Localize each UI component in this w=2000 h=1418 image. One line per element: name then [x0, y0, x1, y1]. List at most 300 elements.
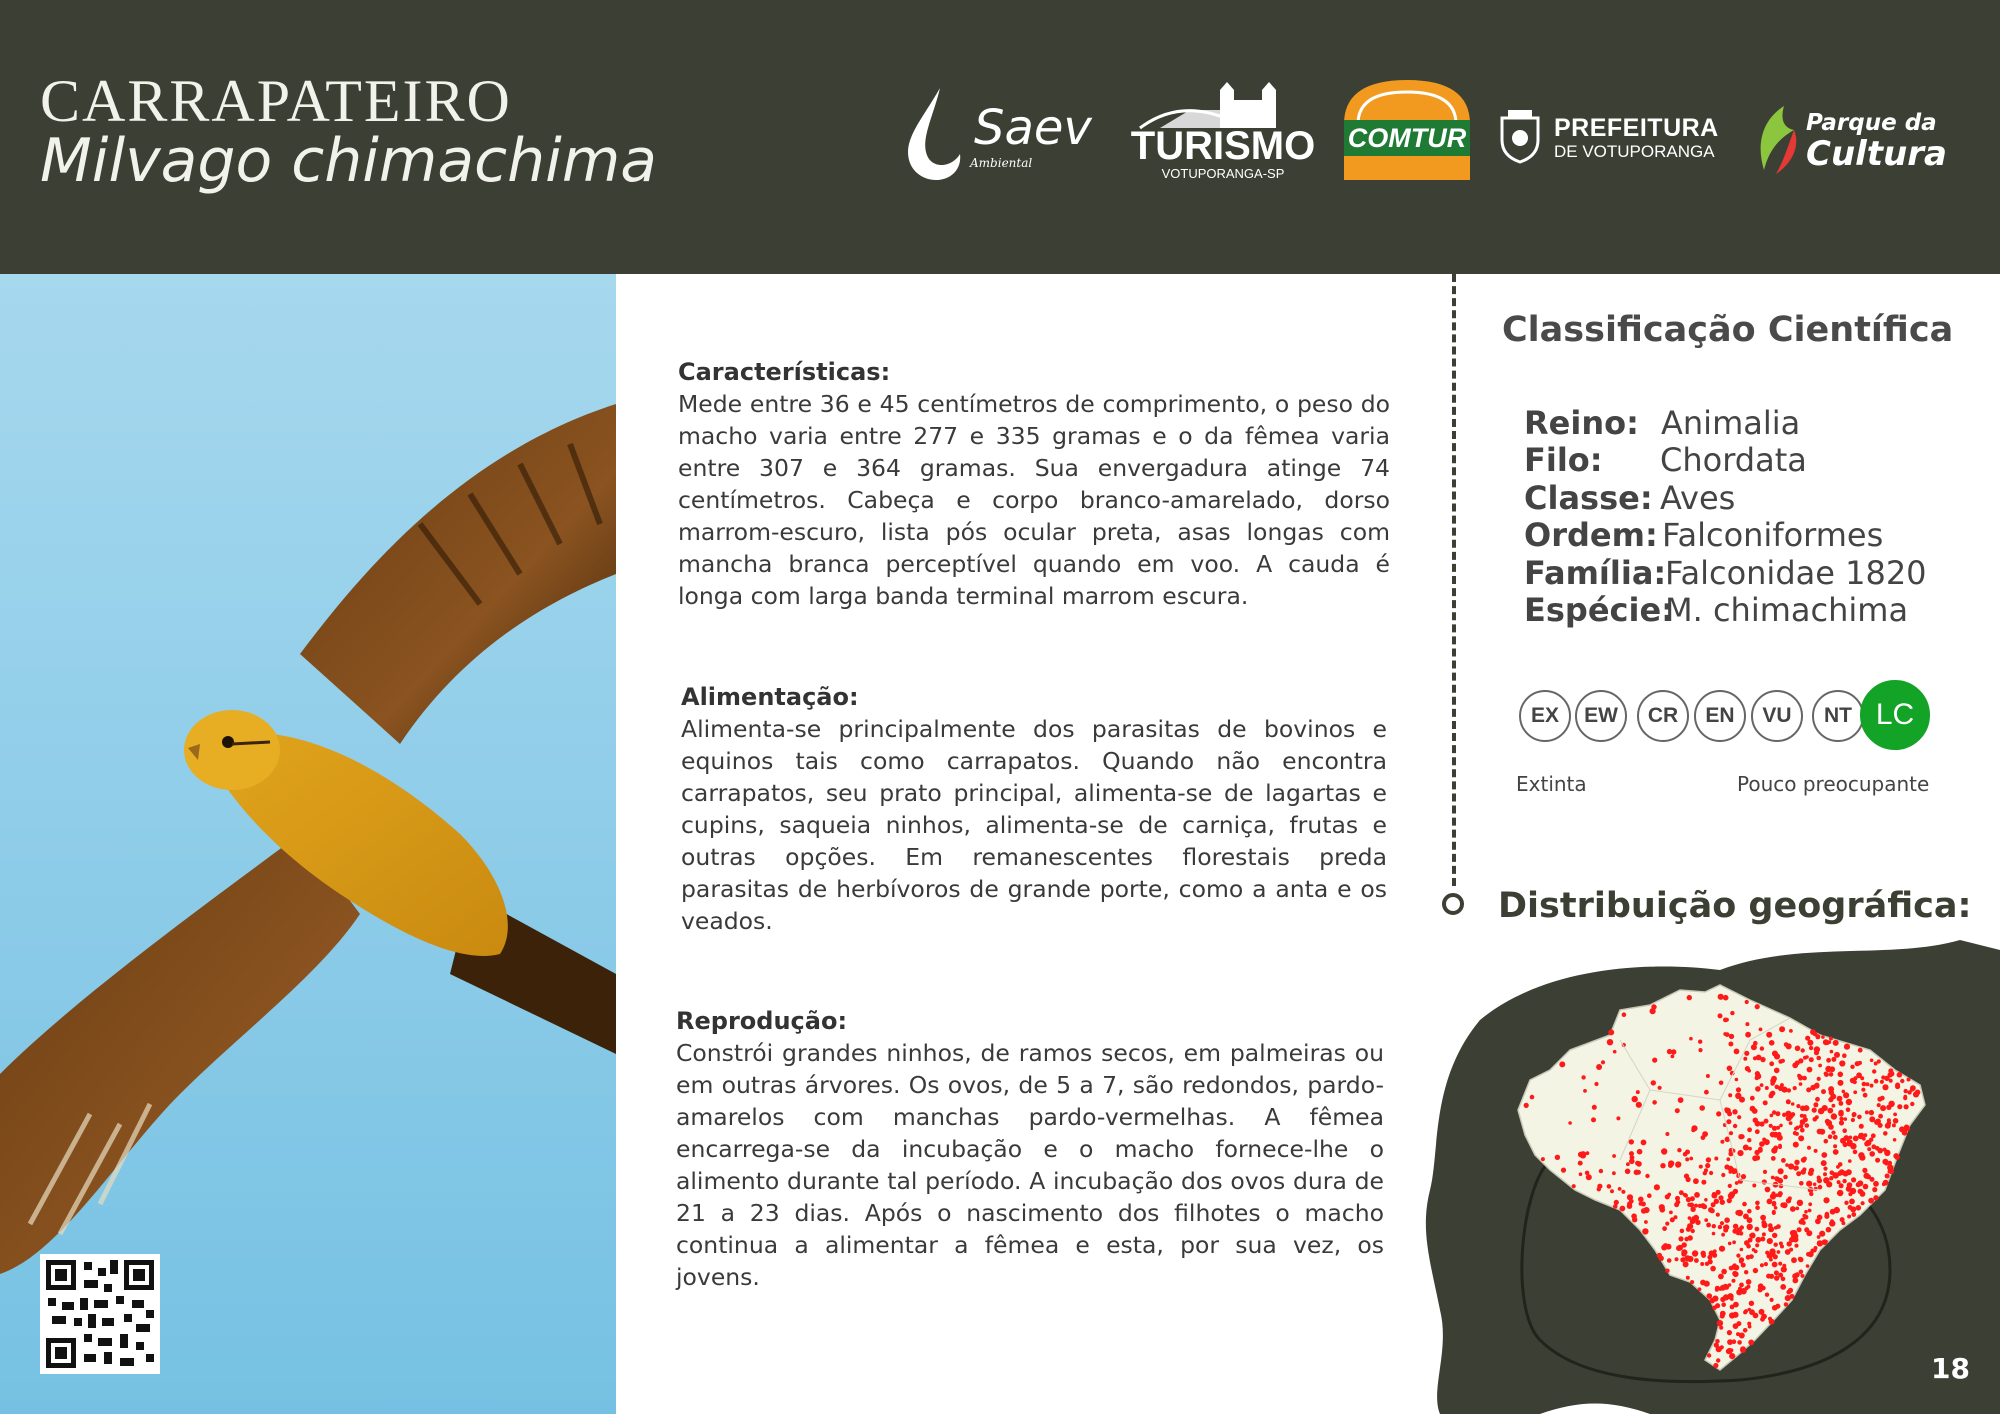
- occurrence-dot: [1658, 1086, 1662, 1090]
- page-number: 18: [1931, 1352, 1970, 1385]
- occurrence-dot: [1596, 1064, 1602, 1070]
- occurrence-dot: [1844, 1117, 1848, 1121]
- occurrence-dot: [1748, 1325, 1752, 1329]
- occurrence-dot: [1799, 1124, 1803, 1128]
- occurrence-dot: [1888, 1068, 1893, 1073]
- occurrence-dot: [1636, 1102, 1642, 1108]
- occurrence-dot: [1661, 1148, 1667, 1154]
- occurrence-dot: [1763, 1170, 1767, 1174]
- occurrence-dot: [1817, 1240, 1823, 1246]
- water-drop-icon: [904, 86, 964, 182]
- occurrence-dot: [1838, 1072, 1844, 1078]
- occurrence-dot: [1839, 1120, 1844, 1125]
- occurrence-dot: [1850, 1065, 1854, 1069]
- occurrence-dot: [1878, 1114, 1883, 1119]
- occurrence-dot: [1813, 1102, 1818, 1107]
- occurrence-dot: [1725, 1018, 1729, 1022]
- occurrence-dot: [1621, 1190, 1625, 1194]
- occurrence-dot: [1721, 1269, 1727, 1275]
- occurrence-dot: [1743, 1057, 1747, 1061]
- occurrence-dot: [1808, 1202, 1812, 1206]
- reproduction-section: [676, 1005, 1384, 1293]
- occurrence-dot: [1873, 1195, 1878, 1200]
- occurrence-dot: [1791, 1257, 1797, 1263]
- leaf-icon: [1754, 104, 1806, 176]
- occurrence-dot: [1629, 1139, 1634, 1144]
- status-label-left: Extinta: [1516, 772, 1587, 796]
- classification-key: Espécie:: [1524, 591, 1674, 629]
- occurrence-dot: [1887, 1121, 1892, 1126]
- occurrence-dot: [1769, 1040, 1775, 1046]
- occurrence-dot: [1671, 1049, 1676, 1054]
- occurrence-dot: [1842, 1179, 1846, 1183]
- occurrence-dot: [1773, 1146, 1778, 1151]
- occurrence-dot: [1805, 1123, 1810, 1128]
- occurrence-dot: [1897, 1104, 1902, 1109]
- occurrence-dot: [1765, 1086, 1769, 1090]
- occurrence-dot: [1691, 1125, 1697, 1131]
- occurrence-dot: [1736, 1087, 1741, 1092]
- occurrence-dot: [1599, 1169, 1603, 1173]
- occurrence-dot: [1772, 1201, 1776, 1205]
- occurrence-dot: [1795, 1060, 1800, 1065]
- occurrence-dot: [1821, 1035, 1825, 1039]
- classification-key: Filo:: [1524, 441, 1603, 479]
- occurrence-dot: [1690, 1280, 1694, 1284]
- occurrence-dot: [1818, 1064, 1822, 1068]
- occurrence-dot: [1732, 1279, 1736, 1283]
- occurrence-dot: [1677, 1245, 1683, 1251]
- occurrence-dot: [1750, 1106, 1756, 1112]
- occurrence-dot: [1821, 1089, 1826, 1094]
- reproduction-heading: Reprodução:: [676, 1007, 848, 1035]
- occurrence-dot: [1668, 1160, 1674, 1166]
- dashed-divider: [1452, 274, 1456, 886]
- occurrence-dot: [1777, 1250, 1781, 1254]
- occurrence-dot: [1686, 1177, 1691, 1182]
- occurrence-dot: [1849, 1199, 1855, 1205]
- occurrence-dot: [1860, 1076, 1864, 1080]
- occurrence-dot: [1693, 1215, 1699, 1221]
- occurrence-dot: [1793, 1166, 1798, 1171]
- occurrence-dot: [1716, 1190, 1721, 1195]
- prefeitura-logo-sub: DE VOTUPORANGA: [1554, 142, 1715, 161]
- brazil-map-illustration: [1420, 930, 2000, 1414]
- occurrence-dot: [1779, 1124, 1783, 1128]
- occurrence-dot: [1893, 1118, 1899, 1124]
- occurrence-dot: [1687, 1203, 1691, 1207]
- occurrence-dot: [1809, 1057, 1814, 1062]
- occurrence-dot: [1629, 1199, 1634, 1204]
- occurrence-dot: [1874, 1079, 1879, 1084]
- occurrence-dot: [1699, 1165, 1703, 1169]
- occurrence-dot: [1703, 1171, 1707, 1175]
- occurrence-dot: [1824, 1214, 1829, 1219]
- occurrence-dot: [1823, 1197, 1829, 1203]
- occurrence-dot: [1678, 1236, 1683, 1241]
- occurrence-dot: [1828, 1134, 1833, 1139]
- occurrence-dot: [1710, 1208, 1715, 1213]
- occurrence-dot: [1718, 1013, 1723, 1018]
- occurrence-dot: [1728, 1184, 1732, 1188]
- occurrence-dot: [1786, 1115, 1792, 1121]
- occurrence-dot: [1830, 1050, 1834, 1054]
- occurrence-dot: [1750, 1096, 1755, 1101]
- occurrence-dot: [1895, 1084, 1900, 1089]
- occurrence-dot: [1671, 1055, 1675, 1059]
- occurrence-dot: [1743, 1145, 1749, 1151]
- occurrence-dot: [1858, 1048, 1863, 1053]
- occurrence-dot: [1594, 1082, 1598, 1086]
- occurrence-dot: [1833, 1144, 1837, 1148]
- occurrence-dot: [1711, 1202, 1716, 1207]
- occurrence-dot: [1788, 1288, 1793, 1293]
- occurrence-dot: [1797, 1200, 1803, 1206]
- occurrence-dot: [1645, 1174, 1649, 1178]
- occurrence-dot: [1913, 1091, 1919, 1097]
- classification-row-filo: [1524, 441, 1807, 479]
- occurrence-dot: [1769, 1061, 1774, 1066]
- occurrence-dot: [1760, 1046, 1764, 1050]
- occurrence-dot: [1716, 1111, 1721, 1116]
- occurrence-dot: [1586, 1174, 1592, 1180]
- occurrence-dot: [1688, 1235, 1693, 1240]
- occurrence-dot: [1783, 1175, 1788, 1180]
- occurrence-dot: [1755, 1155, 1760, 1160]
- occurrence-dot: [1800, 1119, 1806, 1125]
- occurrence-dot: [1730, 1305, 1735, 1310]
- occurrence-dot: [1740, 1347, 1746, 1353]
- occurrence-dot: [1823, 1172, 1827, 1176]
- occurrence-dot: [1813, 1032, 1818, 1037]
- occurrence-dot: [1772, 1305, 1778, 1311]
- occurrence-dot: [1746, 1255, 1751, 1260]
- occurrence-dot: [1834, 1052, 1840, 1058]
- characteristics-heading: Características:: [678, 358, 891, 386]
- occurrence-dot: [1755, 1071, 1760, 1076]
- occurrence-dot: [1775, 1111, 1780, 1116]
- occurrence-dot: [1771, 1191, 1775, 1195]
- occurrence-dot: [1844, 1201, 1848, 1205]
- qr-code[interactable]: [40, 1254, 160, 1374]
- occurrence-dot: [1851, 1118, 1855, 1122]
- occurrence-dot: [1729, 1194, 1734, 1199]
- occurrence-dot: [1859, 1189, 1863, 1193]
- occurrence-dot: [1620, 1206, 1626, 1212]
- occurrence-dot: [1821, 1160, 1827, 1166]
- occurrence-dot: [1755, 1205, 1760, 1210]
- occurrence-dot: [1837, 1171, 1842, 1176]
- occurrence-dot: [1755, 1243, 1759, 1247]
- occurrence-dot: [1724, 1217, 1730, 1223]
- occurrence-dot: [1825, 1041, 1829, 1045]
- occurrence-dot: [1780, 1083, 1784, 1087]
- turismo-logo: [1130, 80, 1316, 180]
- occurrence-dot: [1838, 1110, 1843, 1115]
- occurrence-dot: [1765, 1251, 1769, 1255]
- occurrence-dot: [1732, 1109, 1737, 1114]
- occurrence-dot: [1742, 1202, 1747, 1207]
- occurrence-dot: [1832, 1104, 1836, 1108]
- occurrence-dot: [1698, 1040, 1702, 1044]
- occurrence-dot: [1712, 1232, 1716, 1236]
- occurrence-dot: [1660, 1163, 1665, 1168]
- occurrence-dot: [1779, 1026, 1785, 1032]
- occurrence-dot: [1814, 1046, 1820, 1052]
- occurrence-dot: [1850, 1143, 1856, 1149]
- occurrence-dot: [1771, 1156, 1776, 1161]
- occurrence-dot: [1799, 1181, 1804, 1186]
- occurrence-dot: [1791, 1112, 1796, 1117]
- occurrence-dot: [1837, 1180, 1841, 1184]
- status-en: EN: [1694, 690, 1746, 742]
- status-ew: EW: [1575, 690, 1627, 742]
- occurrence-dot: [1837, 1191, 1841, 1195]
- occurrence-dot: [1675, 1161, 1681, 1167]
- occurrence-dot: [1807, 1040, 1813, 1046]
- occurrence-dot: [1801, 1048, 1805, 1052]
- occurrence-dot: [1795, 1046, 1801, 1052]
- occurrence-dot: [1762, 1232, 1766, 1236]
- occurrence-dot: [1709, 1250, 1715, 1256]
- occurrence-dot: [1747, 1224, 1753, 1230]
- occurrence-dot: [1868, 1198, 1874, 1204]
- occurrence-dot: [1789, 1029, 1793, 1033]
- occurrence-dot: [1745, 1022, 1749, 1026]
- occurrence-dot: [1829, 1037, 1833, 1041]
- occurrence-dot: [1622, 1012, 1627, 1017]
- characteristics-text: Mede entre 36 e 45 centímetros de comprimento, o peso do macho varia entre 277 e 335 gramas e o da fêmea varia entre 307 e 364 gramas. Sua envergadura atinge 74 centímetros. Cabeça e corpo branco-amarelado, dorso marrom-escuro, lista pós ocular preta, asas longas com mancha branca perceptível quando em voo. A cauda é longa com larga banda terminal marrom escura.: [678, 390, 1390, 610]
- occurrence-dot: [1738, 1179, 1743, 1184]
- occurrence-dot: [1833, 1149, 1839, 1155]
- occurrence-dot: [1755, 1201, 1760, 1206]
- diet-section: [681, 681, 1387, 937]
- occurrence-dot: [1748, 1238, 1753, 1243]
- classification-title: Classificação Científica: [1502, 310, 1954, 350]
- occurrence-dot: [1765, 1187, 1771, 1193]
- occurrence-dot: [1581, 1075, 1585, 1079]
- occurrence-dot: [1583, 1089, 1587, 1093]
- occurrence-dot: [1743, 1328, 1748, 1333]
- occurrence-dot: [1718, 1274, 1724, 1280]
- occurrence-dot: [1702, 1131, 1708, 1137]
- occurrence-dot: [1629, 1159, 1635, 1165]
- saev-logo-sub: Ambiental: [970, 156, 1033, 170]
- occurrence-dot: [1724, 1284, 1730, 1290]
- scientific-name-title: Milvago chimachima: [40, 126, 658, 196]
- occurrence-dot: [1748, 1147, 1752, 1151]
- occurrence-dot: [1804, 1227, 1809, 1232]
- occurrence-dot: [1836, 1165, 1840, 1169]
- occurrence-dot: [1667, 1193, 1671, 1197]
- occurrence-dot: [1764, 1119, 1769, 1124]
- occurrence-dot: [1874, 1062, 1878, 1066]
- occurrence-dot: [1700, 1262, 1704, 1266]
- occurrence-dot: [1591, 1117, 1596, 1122]
- occurrence-dot: [1897, 1072, 1903, 1078]
- occurrence-dot: [1699, 1105, 1705, 1111]
- occurrence-dot: [1787, 1241, 1792, 1246]
- occurrence-dot: [1692, 1250, 1698, 1256]
- parque-da-cultura-logo: [1754, 100, 1954, 180]
- occurrence-dot: [1797, 1227, 1802, 1232]
- occurrence-dot: [1867, 1147, 1871, 1151]
- occurrence-dot: [1818, 1185, 1823, 1190]
- occurrence-dot: [1714, 1157, 1718, 1161]
- occurrence-dot: [1852, 1112, 1857, 1117]
- occurrence-dot: [1875, 1158, 1880, 1163]
- classification-value: Chordata: [1660, 441, 1807, 479]
- occurrence-dot: [1869, 1116, 1875, 1122]
- occurrence-dot: [1530, 1095, 1535, 1100]
- occurrence-dot: [1753, 1268, 1758, 1273]
- occurrence-dot: [1730, 1354, 1734, 1358]
- occurrence-dot: [1676, 1200, 1681, 1205]
- saev-logo: [904, 86, 1104, 182]
- occurrence-dot: [1828, 1086, 1834, 1092]
- occurrence-dot: [1758, 1148, 1763, 1153]
- occurrence-dot: [1863, 1093, 1868, 1098]
- occurrence-dot: [1857, 1115, 1862, 1120]
- occurrence-dot: [1721, 1173, 1725, 1177]
- occurrence-dot: [1863, 1173, 1869, 1179]
- occurrence-dot: [1712, 1192, 1716, 1196]
- occurrence-dot: [1760, 1263, 1764, 1267]
- occurrence-dot: [1794, 1160, 1799, 1165]
- occurrence-dot: [1864, 1141, 1869, 1146]
- occurrence-dot: [1848, 1159, 1852, 1163]
- occurrence-dot: [1712, 1224, 1716, 1228]
- occurrence-dot: [1733, 1124, 1737, 1128]
- distribution-map: [1420, 930, 2000, 1414]
- occurrence-dot: [1651, 1080, 1656, 1085]
- occurrence-dot: [1687, 1223, 1693, 1229]
- occurrence-dot: [1636, 1161, 1642, 1167]
- occurrence-dot: [1629, 1151, 1634, 1156]
- occurrence-dot: [1689, 1157, 1693, 1161]
- occurrence-dot: [1683, 1193, 1687, 1197]
- occurrence-dot: [1830, 1209, 1836, 1215]
- occurrence-dot: [1689, 1037, 1693, 1041]
- occurrence-dot: [1738, 1287, 1742, 1291]
- occurrence-dot: [1749, 1301, 1754, 1306]
- occurrence-dot: [1808, 1209, 1812, 1213]
- occurrence-dot: [1780, 1202, 1785, 1207]
- occurrence-dot: [1814, 1246, 1818, 1250]
- occurrence-dot: [1880, 1080, 1884, 1084]
- occurrence-dot: [1877, 1097, 1882, 1102]
- occurrence-dot: [1800, 1106, 1806, 1112]
- occurrence-dot: [1797, 1074, 1801, 1078]
- occurrence-dot: [1778, 1168, 1784, 1174]
- classification-value: M. chimachima: [1665, 591, 1909, 629]
- occurrence-dot: [1766, 1274, 1771, 1279]
- occurrence-dot: [1865, 1110, 1869, 1114]
- occurrence-dot: [1781, 1277, 1786, 1282]
- occurrence-dot: [1715, 1339, 1719, 1343]
- occurrence-dot: [1793, 1279, 1797, 1283]
- occurrence-dot: [1625, 1169, 1631, 1175]
- occurrence-dot: [1827, 1108, 1833, 1114]
- occurrence-dot: [1727, 1330, 1732, 1335]
- occurrence-dot: [1798, 1257, 1803, 1262]
- occurrence-dot: [1713, 1363, 1718, 1368]
- status-vu: VU: [1751, 690, 1803, 742]
- classification-value: Aves: [1660, 479, 1736, 517]
- occurrence-dot: [1739, 1283, 1744, 1288]
- occurrence-dot: [1771, 1252, 1776, 1257]
- occurrence-dot: [1781, 1266, 1787, 1272]
- occurrence-dot: [1770, 1298, 1774, 1302]
- occurrence-dot: [1627, 1203, 1633, 1209]
- occurrence-dot: [1903, 1096, 1907, 1100]
- qr-code-icon: [40, 1254, 160, 1374]
- occurrence-dot: [1775, 1085, 1780, 1090]
- occurrence-dot: [1669, 1211, 1673, 1215]
- occurrence-dot: [1723, 995, 1729, 1001]
- occurrence-dot: [1802, 1214, 1806, 1218]
- occurrence-dot: [1785, 1295, 1791, 1301]
- occurrence-dot: [1760, 1083, 1764, 1087]
- occurrence-dot: [1885, 1174, 1890, 1179]
- occurrence-dot: [1755, 1004, 1760, 1009]
- occurrence-dot: [1905, 1126, 1910, 1131]
- occurrence-dot: [1873, 1181, 1879, 1187]
- occurrence-dot: [1659, 1204, 1665, 1210]
- occurrence-dot: [1730, 1011, 1734, 1015]
- occurrence-dot: [1769, 1093, 1774, 1098]
- occurrence-dot: [1613, 1050, 1617, 1054]
- status-lc-active: LC: [1860, 680, 1930, 750]
- occurrence-dot: [1855, 1061, 1860, 1066]
- occurrence-dot: [1799, 1270, 1804, 1275]
- occurrence-dot: [1900, 1079, 1904, 1083]
- occurrence-dot: [1771, 1176, 1775, 1180]
- occurrence-dot: [1862, 1082, 1867, 1087]
- occurrence-dot: [1752, 1248, 1756, 1252]
- occurrence-dot: [1826, 1058, 1831, 1063]
- occurrence-dot: [1782, 1113, 1786, 1117]
- occurrence-dot: [1815, 1097, 1820, 1102]
- occurrence-dot: [1729, 1266, 1734, 1271]
- occurrence-dot: [1812, 1108, 1817, 1113]
- occurrence-dot: [1774, 1275, 1779, 1280]
- occurrence-dot: [1862, 1168, 1867, 1173]
- occurrence-dot: [1737, 1150, 1743, 1156]
- occurrence-dot: [1733, 1323, 1739, 1329]
- occurrence-dot: [1776, 1126, 1780, 1130]
- diet-heading: Alimentação:: [681, 683, 859, 711]
- occurrence-dot: [1748, 1340, 1754, 1346]
- parque-logo-line1: Parque da: [1806, 110, 1937, 136]
- occurrence-dot: [1712, 1296, 1718, 1302]
- occurrence-dot: [1728, 1093, 1732, 1097]
- occurrence-dot: [1818, 1108, 1824, 1114]
- occurrence-dot: [1859, 1124, 1864, 1129]
- occurrence-dot: [1789, 1121, 1793, 1125]
- occurrence-dot: [1747, 1127, 1752, 1132]
- occurrence-dot: [1665, 1222, 1669, 1226]
- occurrence-dot: [1680, 1229, 1685, 1234]
- occurrence-dot: [1774, 1206, 1778, 1210]
- occurrence-dot: [1793, 1086, 1797, 1090]
- occurrence-dot: [1719, 1326, 1723, 1330]
- occurrence-dot: [1675, 1257, 1679, 1261]
- occurrence-dot: [1762, 1179, 1767, 1184]
- occurrence-dot: [1823, 1167, 1827, 1171]
- occurrence-dot: [1809, 1046, 1813, 1050]
- occurrence-dot: [1824, 1139, 1829, 1144]
